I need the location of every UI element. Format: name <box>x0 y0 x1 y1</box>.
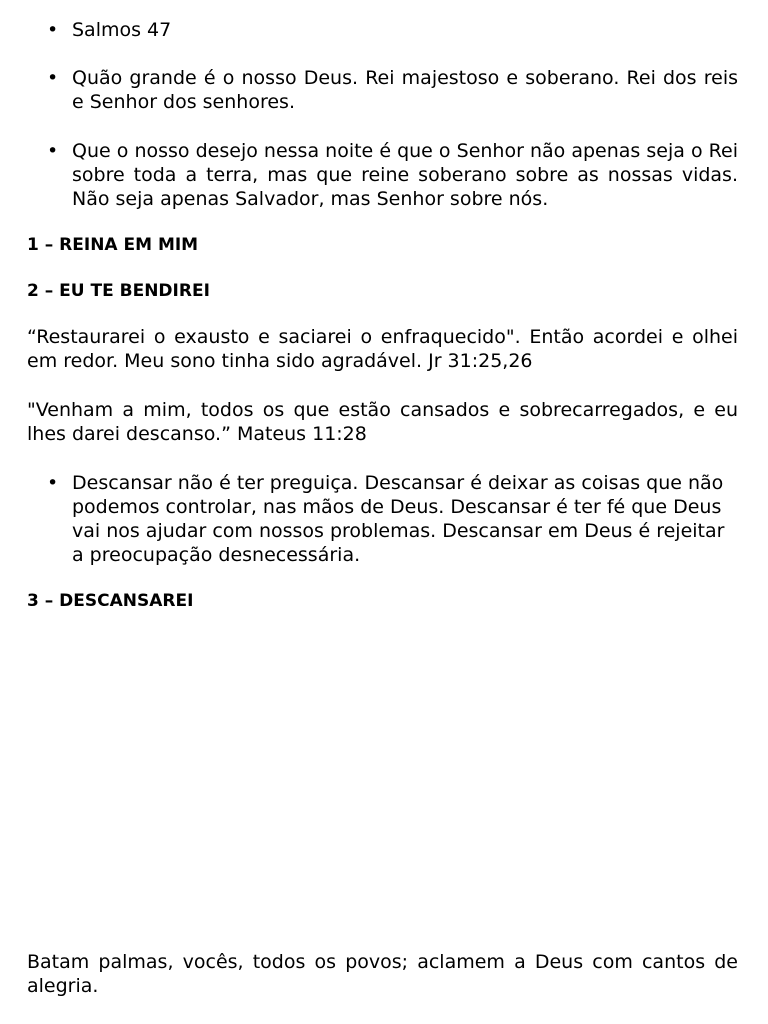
bullet-icon: • <box>47 140 59 162</box>
closing-paragraph: Batam palmas, vocês, todos os povos; aclamem a Deus com cantos de alegria. <box>27 951 738 997</box>
section-heading: 3 – DESCANSAREI <box>27 591 194 611</box>
section-heading: 1 – REINA EM MIM <box>27 235 199 255</box>
list-item <box>47 139 738 211</box>
bullet-text: Salmos 47 <box>72 19 172 41</box>
bullet-icon: • <box>47 472 59 494</box>
scripture-paragraph: “Restaurarei o exausto e saciarei o enfraquecido". Então acordei e olhei em redor. Meu sono tinha sido agradável. Jr 31:25,26 <box>27 326 738 372</box>
bullet-icon: • <box>47 19 59 41</box>
bullet-text: Descansar não é ter preguiça. Descansar é deixar as coisas que não podemos controlar, nas mãos de Deus. Descansar é ter fé que Deus vai nos ajudar com nossos problemas. Descansar em Deus é rejeitar a preocupação desnecessária. <box>72 472 725 566</box>
list-item <box>47 66 738 114</box>
scripture-paragraph: "Venham a mim, todos os que estão cansados e sobrecarregados, e eu lhes darei descanso.” Mateus 11:28 <box>27 399 738 445</box>
bullet-text: Que o nosso desejo nessa noite é que o Senhor não apenas seja o Rei sobre toda a terra, mas que reine soberano sobre as nossas vidas. Não seja apenas Salvador, mas Senhor sobre nós. <box>72 140 738 210</box>
bullet-text: Quão grande é o nosso Deus. Rei majestoso e soberano. Rei dos reis e Senhor dos senhores. <box>72 67 738 113</box>
section-heading: 2 – EU TE BENDIREI <box>27 281 210 301</box>
bullet-icon: • <box>47 67 59 89</box>
list-item <box>47 471 738 567</box>
list-item <box>47 18 738 42</box>
